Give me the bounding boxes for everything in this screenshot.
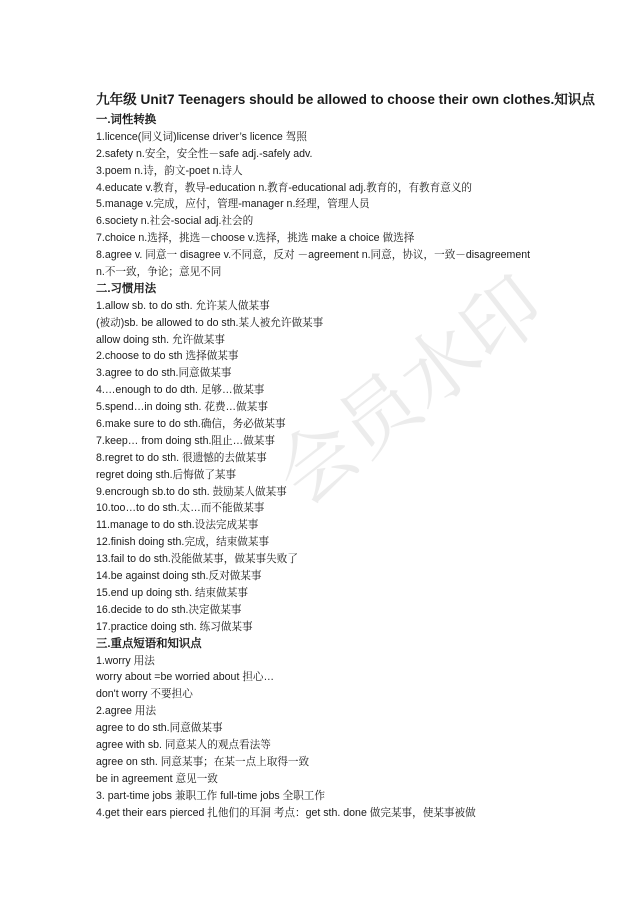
- text-line: 11.manage to do sth.设法完成某事: [96, 519, 259, 532]
- text-line: n.不一致，争论；意见不同: [96, 266, 222, 279]
- text-line: worry about =be worried about 担心…: [96, 671, 275, 684]
- text-line: don't worry 不要担心: [96, 688, 193, 701]
- text-line: 9.encrough sb.to do sth. 鼓励某人做某事: [96, 485, 287, 498]
- text-line: 1.worry 用法: [96, 654, 155, 667]
- text-line: 6.society n.社会-social adj.社会的: [96, 215, 254, 228]
- text-line: be in agreement 意见一致: [96, 772, 218, 785]
- text-line: 2.choose to do sth 选择做某事: [96, 350, 239, 363]
- text-line: 8.regret to do sth. 很遗憾的去做某事: [96, 451, 267, 464]
- text-line: allow doing sth. 允许做某事: [96, 333, 225, 346]
- text-line: 3. part-time jobs 兼职工作 full-time jobs 全职工作: [96, 789, 325, 802]
- text-line: 10.too…to do sth.太…而不能做某事: [96, 502, 265, 515]
- text-line: regret doing sth.后悔做了某事: [96, 468, 237, 481]
- text-line: 3.poem n.诗，韵文-poet n.诗人: [96, 164, 243, 177]
- text-line: agree to do sth.同意做某事: [96, 722, 223, 735]
- text-line: 15.end up doing sth. 结束做某事: [96, 586, 248, 599]
- text-line: agree with sb. 同意某人的观点看法等: [96, 738, 271, 751]
- text-line: 4.…enough to do dth. 足够…做某事: [96, 384, 265, 397]
- text-line: 3.agree to do sth.同意做某事: [96, 367, 232, 380]
- text-line: (被动)sb. be allowed to do sth.某人被允许做某事: [96, 316, 324, 329]
- text-line: 5.manage v.完成，应付，管理-manager n.经理，管理人员: [96, 198, 370, 211]
- section-heading: 一.词性转换: [96, 114, 157, 126]
- text-line: 4.get their ears pierced 扎他们的耳洞 考点：get sth. done 做完某事，使某事被做: [96, 806, 476, 819]
- text-line: 14.be against doing sth.反对做某事: [96, 570, 262, 583]
- text-line: 1.allow sb. to do sth. 允许某人做某事: [96, 299, 270, 312]
- text-line: 4.educate v.教育，教导-education n.教育-educational adj.教育的，有教育意义的: [96, 181, 473, 194]
- text-line: 2.safety n.安全，安全性－safe adj.-safely adv.: [96, 147, 313, 160]
- watermark: 会员水印: [259, 260, 561, 524]
- text-line: 6.make sure to do sth.确信，务必做某事: [96, 418, 286, 431]
- text-line: 7.choice n.选择，挑选－choose v.选择，挑选 make a choice 做选择: [96, 232, 415, 245]
- text-line: 12.finish doing sth.完成，结束做某事: [96, 536, 270, 549]
- text-line: 7.keep… from doing sth.阻止…做某事: [96, 434, 275, 447]
- text-line: 2.agree 用法: [96, 705, 157, 718]
- text-line: 13.fail to do sth.没能做某事，做某事失败了: [96, 553, 298, 566]
- document-body: [96, 112, 566, 821]
- text-line: 17.practice doing sth. 练习做某事: [96, 620, 253, 633]
- document-title: 九年级 Unit7 Teenagers should be allowed to choose their own clothes.知识点: [96, 92, 596, 107]
- text-line: agree on sth. 同意某事；在某一点上取得一致: [96, 755, 310, 768]
- text-line: 1.licence(同义词)license driver’s licence 驾照: [96, 130, 307, 143]
- text-line: 16.decide to do sth.决定做某事: [96, 603, 242, 616]
- text-line: 5.spend…in doing sth. 花费…做某事: [96, 401, 268, 414]
- section-heading: 三.重点短语和知识点: [96, 637, 202, 650]
- section-heading: 二.习惯用法: [96, 282, 157, 295]
- text-line: 8.agree v. 同意一 disagree v.不同意，反对 －agreement n.同意，协议，一致－disagreement: [96, 249, 531, 262]
